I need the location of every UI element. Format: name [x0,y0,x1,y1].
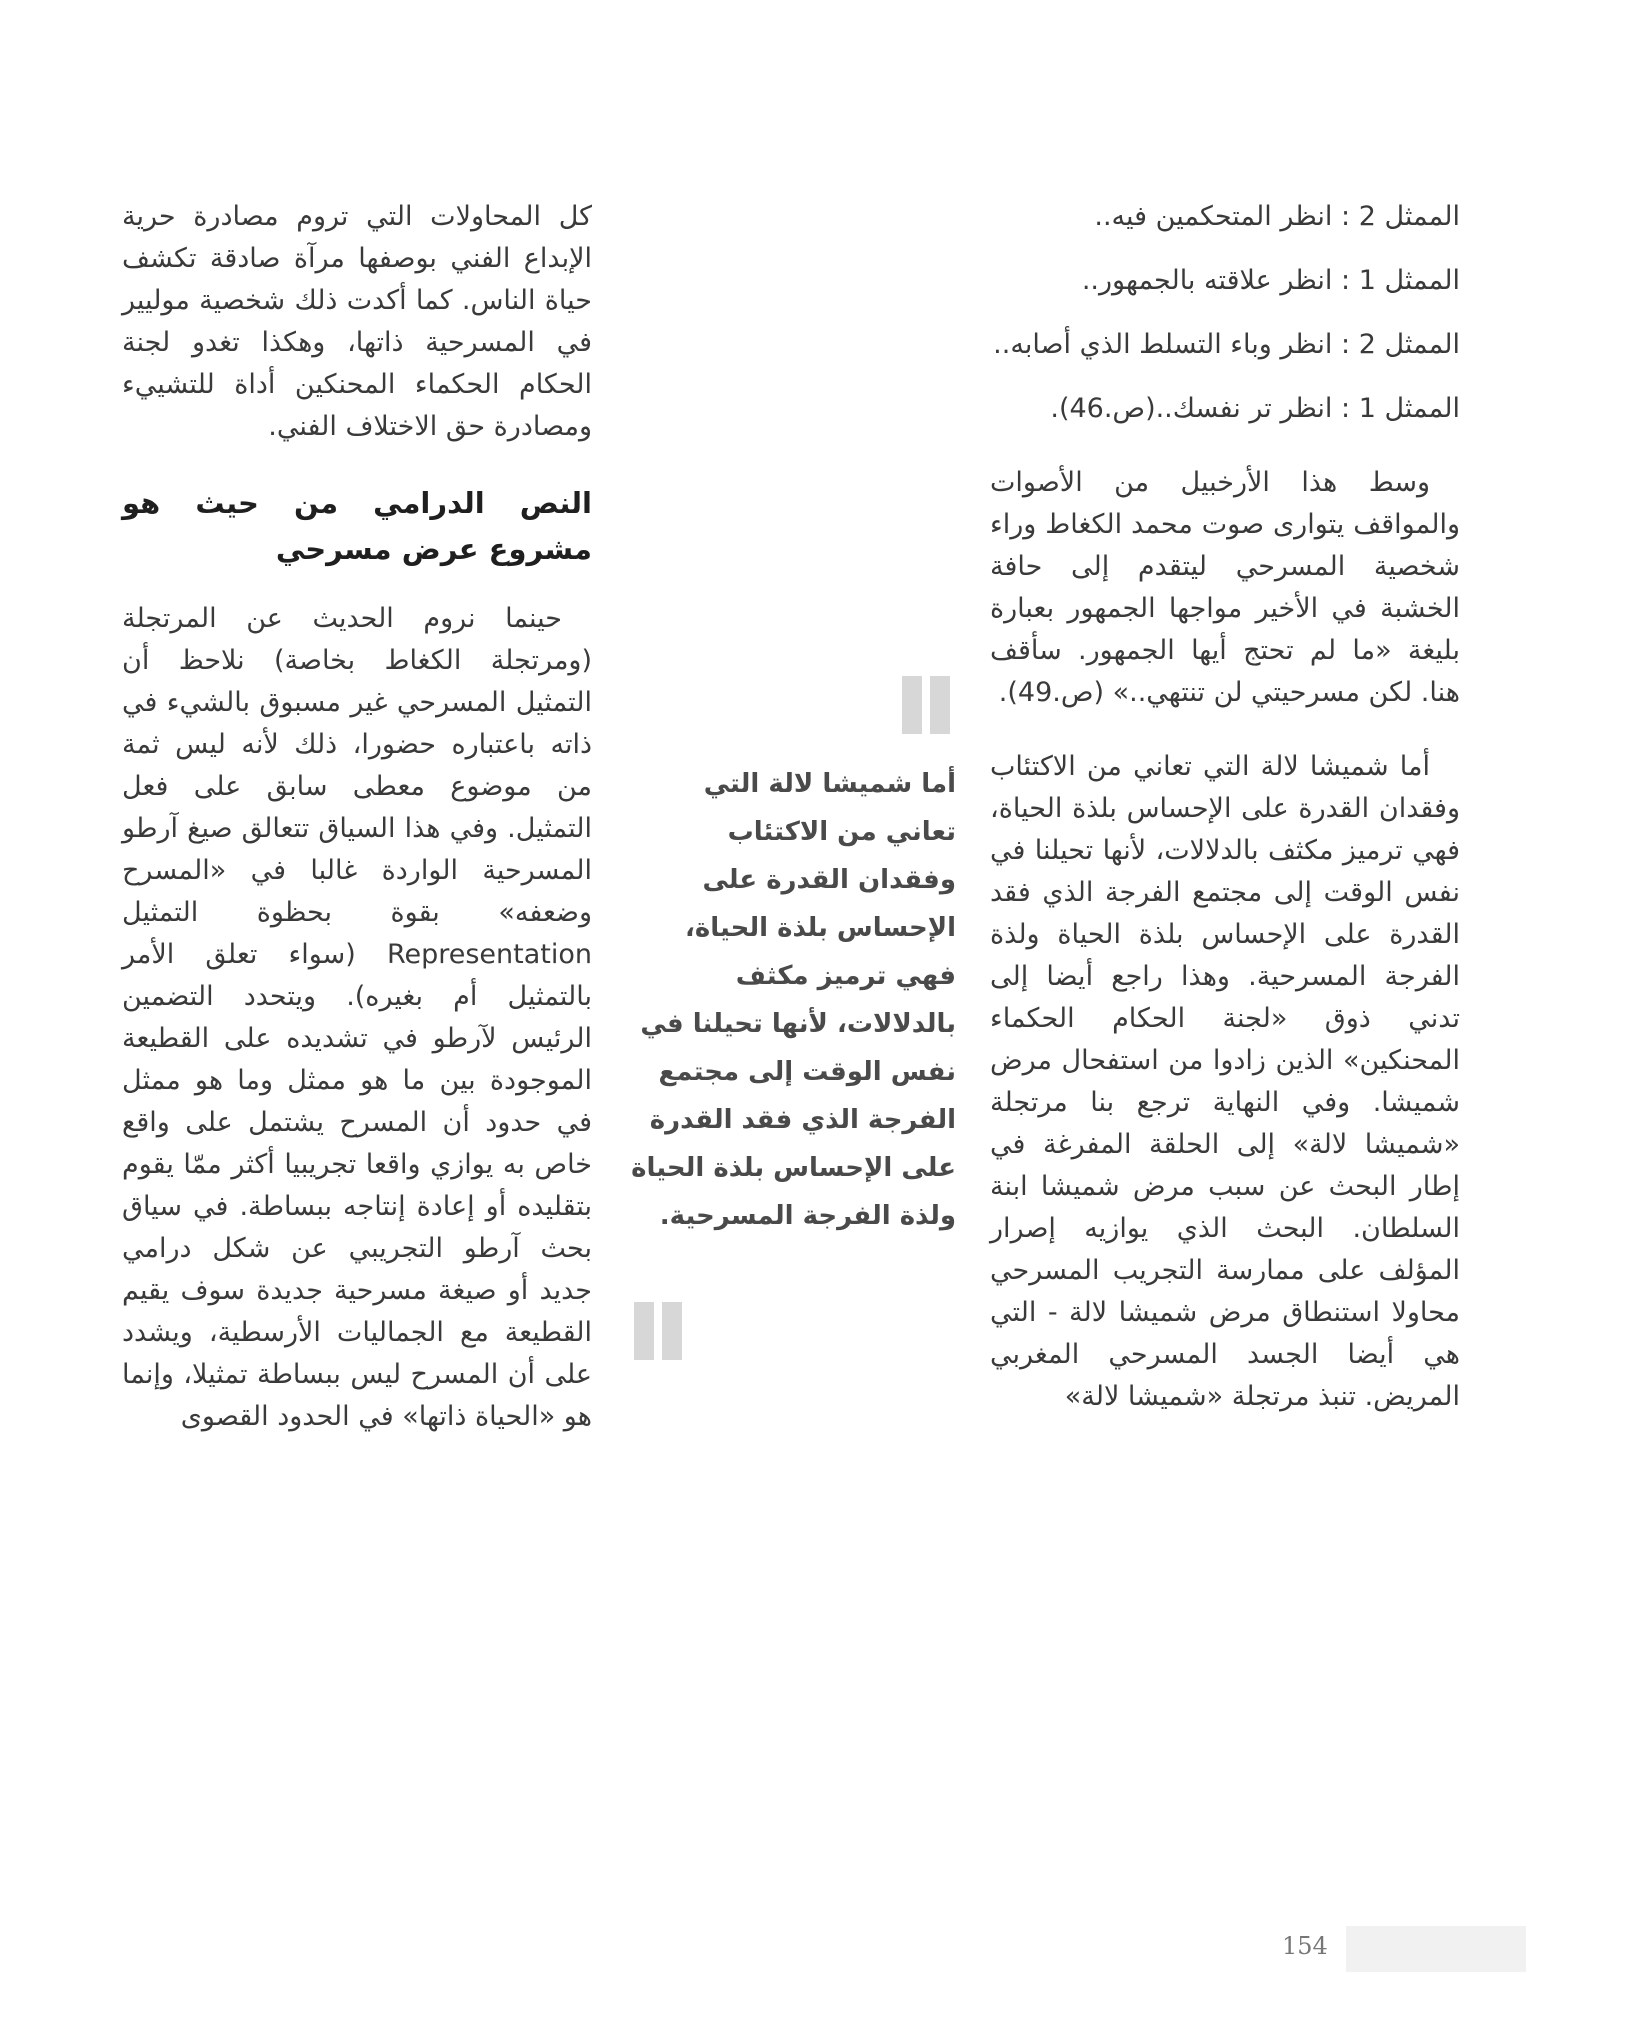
section-heading: النص الدرامي من حيث هو مشروع عرض مسرحي [122,486,592,566]
body-paragraph: وسط هذا الأرخبيل من الأصوات والمواقف يتوارى صوت محمد الكغاط وراء شخصية المسرحي ليتقدم إلى حافة الخشبة في الأخير مواجها الجمهور بعبارة بليغة «ما لم تحتج أيها الجمهور. سأقف هنا. لكن مسرحيتي لن تنتهي..» (ص.49). [990,467,1460,708]
dialog-lines [990,196,1460,430]
dialog-line: الممثل 2 : انظر وباء التسلط الذي أصابه.. [993,329,1460,360]
page-number: 154 [1282,1932,1328,1960]
dialog-line: الممثل 1 : انظر علاقته بالجمهور.. [1081,265,1460,296]
quote-mark-bottom-icon [630,1302,688,1360]
right-column [990,196,1460,1418]
body-paragraph: حينما نروم الحديث عن المرتجلة (ومرتجلة الكغاط بخاصة) نلاحظ أن التمثيل المسرحي غير مسبوق بالشيء في ذاته باعتباره حضورا، ذلك لأنه ليس ثمة من موضوع معطى سابق على فعل التمثيل. وفي هذا السياق تتعالق صيغ آرطو المسرحية الواردة غالبا في «المسرح وضعفه» بقوة بحظوة التمثيل Representation (سواء تعلق الأمر بالتمثيل أم بغيره). ويتحدد التضمين الرئيس لآرطو في تشديده على القطيعة الموجودة بين ما هو ممثل وما هو ممثل في حدود أن المسرح يشتمل على واقع خاص به يوازي واقعا تجريبيا أكثر ممّا يقوم بتقليده أو إعادة إنتاجه ببساطة. في سياق بحث آرطو التجريبي عن شكل درامي جديد أو صيغة مسرحية جديدة سوف يقيم القطيعة مع الجماليات الأرسطية، ويشدد على أن المسرح ليس ببساطة تمثيلا، وإنما هو «الحياة ذاتها» في الحدود القصوى [122,603,592,1432]
dialog-line: الممثل 1 : انظر تر نفسك..(ص.46). [1050,393,1460,424]
quote-mark-top-icon [898,676,956,734]
left-column [122,196,592,1438]
pull-quote: أما شميشا لالة التي تعاني من الاكتئاب وفقدان القدرة على الإحساس بلذة الحياة، فهي ترميز مكثف بالدلالات، لأنها تحيلنا في نفس الوقت إلى مجتمع الفرجة الذي فقد القدرة على الإحساس بلذة الحياة ولذة الفرجة المسرحية. [631,769,956,1231]
body-paragraph: كل المحاولات التي تروم مصادرة حرية الإبداع الفني بوصفها مرآة صادقة تكشف حياة الناس. كما أكدت ذلك شخصية موليير في المسرحية ذاتها، وهكذا تغدو لجنة الحكام الحكماء المحنكين أداة للتشييء ومصادرة حق الاختلاف الفني. [122,201,592,442]
body-paragraph: أما شميشا لالة التي تعاني من الاكتئاب وفقدان القدرة على الإحساس بلذة الحياة، فهي ترميز مكثف بالدلالات، لأنها تحيلنا في نفس الوقت إلى مجتمع الفرجة الذي فقد القدرة على الإحساس بلذة الحياة ولذة الفرجة المسرحية. وهذا راجع أيضا إلى تدني ذوق «لجنة الحكام الحكماء المحنكين» الذين زادوا من استفحال مرض شميشا. وفي النهاية ترجع بنا مرتجلة «شميشا لالة» إلى الحلقة المفرغة في إطار البحث عن سبب مرض شميشا ابنة السلطان. البحث الذي يوازيه إصرار المؤلف على ممارسة التجريب المسرحي محاولا استنطاق مرض شميشا لالة - التي هي أيضا الجسد المسرحي المغربي المريض. تنبذ مرتجلة «شميشا لالة» [990,751,1460,1412]
footer-decoration [1346,1926,1526,1972]
dialog-line: الممثل 2 : انظر المتحكمين فيه.. [1094,201,1460,232]
